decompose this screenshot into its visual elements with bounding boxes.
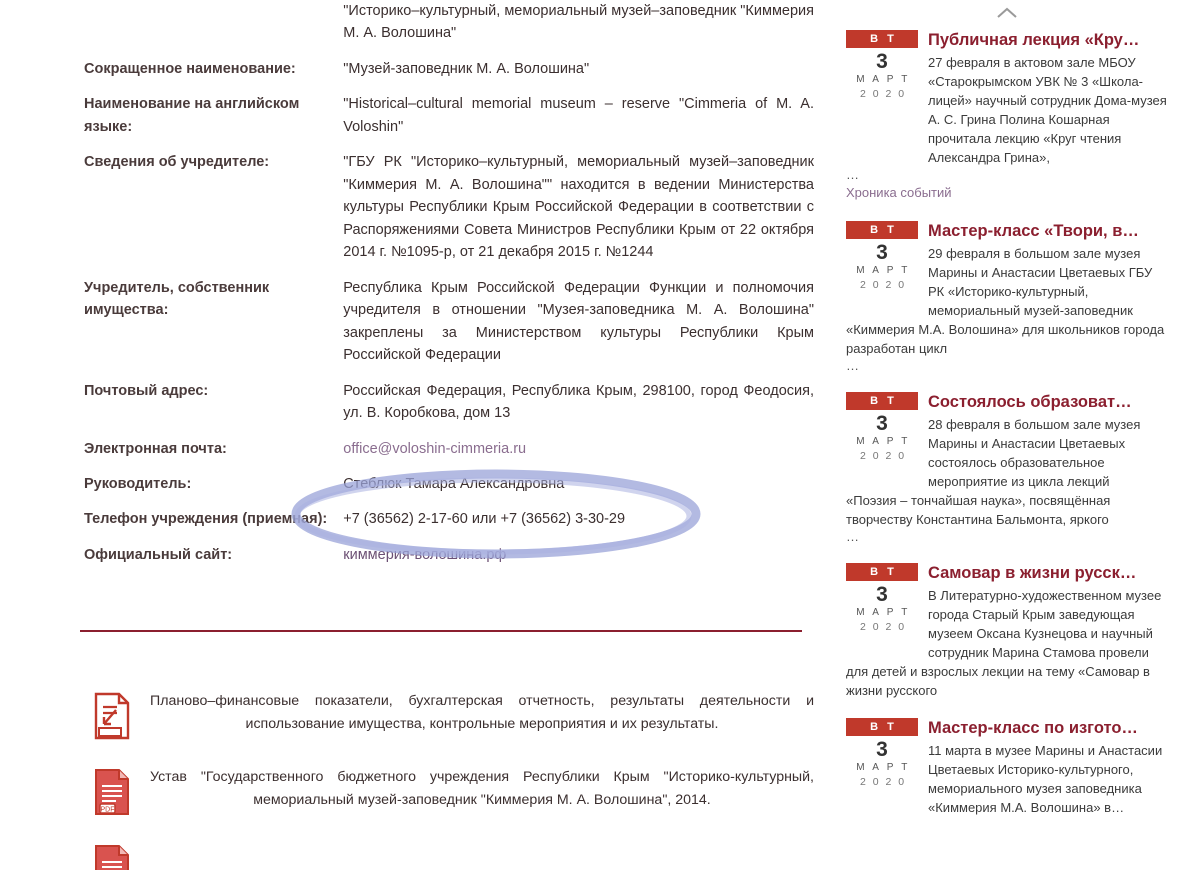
date-badge-weekday: В Т xyxy=(846,392,918,410)
info-value: "Историко–культурный, мемориальный музей–заповедник "Киммерия М. А. Волошина" xyxy=(343,3,814,42)
date-badge-day: 3 xyxy=(876,412,888,435)
news-title-link[interactable]: Мастер-класс по изгото… xyxy=(928,719,1138,737)
table-row xyxy=(0,470,832,505)
table-row xyxy=(0,435,832,470)
table-row xyxy=(0,505,832,540)
list-item[interactable] xyxy=(846,718,1168,817)
date-badge-weekday: В Т xyxy=(846,718,918,736)
date-badge-day: 3 xyxy=(876,50,888,73)
date-badge-year: 2 0 2 0 xyxy=(859,776,907,788)
info-label: Почтовый адрес: xyxy=(84,382,209,399)
document-description: Планово–финансовые показатели, бухгалтерская отчетность, результаты деятельности и использование имущества, контрольные мероприятия и их результаты. xyxy=(150,693,814,732)
news-text-block xyxy=(928,718,1168,817)
date-badge xyxy=(846,563,918,634)
news-category-link[interactable]: Хроника событий xyxy=(846,185,952,200)
date-badge-year: 2 0 2 0 xyxy=(859,621,907,633)
news-ellipsis: … xyxy=(846,358,859,373)
news-flex xyxy=(846,563,1168,662)
info-value-website xyxy=(343,541,832,576)
list-item[interactable] xyxy=(80,842,820,870)
table-row xyxy=(0,377,832,435)
doc-icon-cell xyxy=(80,842,144,870)
section-divider xyxy=(80,630,802,632)
info-value: Российская Федерация, Республика Крым, 298100, город Феодосия, ул. В. Коробкова, дом 13 xyxy=(343,382,814,422)
pdf-document-icon xyxy=(92,844,132,870)
table-row xyxy=(0,90,832,148)
news-excerpt: 29 февраля в большом зале музея Марины и Анастасии Цветаевых ГБУ РК «Историко-культурный, мемориальный музей-заповедник xyxy=(928,246,1153,318)
date-badge-month: М А Р Т xyxy=(856,74,910,85)
news-ellipsis: … xyxy=(846,529,859,544)
date-badge-day: 3 xyxy=(876,738,888,761)
info-label: Руководитель: xyxy=(84,475,192,492)
info-value: +7 (36562) 2-17-60 или +7 (36562) 3-30-29 xyxy=(343,511,626,528)
list-item[interactable] xyxy=(80,690,820,740)
pdf-document-icon xyxy=(92,768,132,816)
date-badge xyxy=(846,30,918,101)
list-item[interactable] xyxy=(846,30,1168,203)
news-title-link[interactable]: Мастер-класс «Твори, в… xyxy=(928,222,1139,240)
info-label: Электронная почта: xyxy=(84,440,227,457)
table-row xyxy=(0,148,832,273)
list-item[interactable] xyxy=(80,766,820,816)
date-badge-year: 2 0 2 0 xyxy=(859,279,907,291)
news-title-link[interactable]: Самовар в жизни русск… xyxy=(928,564,1137,582)
news-flex xyxy=(846,392,1168,491)
date-badge-weekday: В Т xyxy=(846,30,918,48)
organization-info-table xyxy=(0,0,832,576)
table-row xyxy=(0,274,832,377)
news-excerpt-continued: «Киммерия М.А. Волошина» для школьников города разработан цикл xyxy=(846,322,1165,356)
news-text-block xyxy=(928,221,1168,320)
info-value: "Музей-заповедник М. А. Волошина" xyxy=(343,60,590,77)
info-value: Стеблюк Тамара Александровна xyxy=(343,475,565,492)
svg-text:PDF: PDF xyxy=(100,806,115,814)
news-sidebar xyxy=(832,0,1186,870)
date-badge-weekday: В Т xyxy=(846,563,918,581)
date-badge-month: М А Р Т xyxy=(856,265,910,276)
info-value: Республика Крым Российской Федерации Функции и полномочия учредителя в отношении "Музея-заповедника М. А. Волошина" закреплены за Министерством культуры Республики Крым Российской Федерации xyxy=(343,279,814,364)
info-label: Наименование на английском языке: xyxy=(84,96,300,135)
info-value: "ГБУ РК "Историко–культурный, мемориальный музей–заповедник "Киммерия М. А. Волошина"" находится в ведении Министерства культуры Республики Крым Российской Федерации в соответствии с Распоряжениями Совета Министров Республики Крым от 22 октября 2014 г. №1095-р, от 21 декабря 2015 г. №1244 xyxy=(343,154,814,261)
info-label: Сокращенное наименование: xyxy=(84,60,296,77)
date-badge-month: М А Р Т xyxy=(856,762,910,773)
news-excerpt: В Литературно-художественном музее города Старый Крым заведующая музеем Оксана Кузнецова и научный сотрудник Марина Стамова провели xyxy=(928,588,1162,660)
news-flex xyxy=(846,30,1168,167)
doc-icon-cell xyxy=(80,690,144,740)
news-title-link[interactable]: Публичная лекция «Кру… xyxy=(928,31,1140,49)
date-badge-year: 2 0 2 0 xyxy=(859,88,907,100)
doc-icon-cell xyxy=(80,766,144,816)
list-item[interactable] xyxy=(846,563,1168,700)
date-badge-day: 3 xyxy=(876,241,888,264)
info-value-email xyxy=(343,435,832,470)
news-text-block xyxy=(928,563,1168,662)
table-row xyxy=(0,0,832,55)
news-text-block xyxy=(928,30,1168,167)
chevron-up-icon[interactable] xyxy=(846,0,1168,30)
date-badge-weekday: В Т xyxy=(846,221,918,239)
documents-list xyxy=(80,690,820,870)
news-title-link[interactable]: Состоялось образоват… xyxy=(928,393,1132,411)
news-excerpt: 27 февраля в актовом зале МБОУ «Старокрымском УВК № 3 «Школа-лицей» научный сотрудник Дома-музея А. С. Грина Полина Кошарная прочитала лекцию «Круг чтения Александра Грина», xyxy=(928,55,1167,165)
date-badge-month: М А Р Т xyxy=(856,607,910,618)
table-row xyxy=(0,55,832,90)
info-label: Сведения об учредителе: xyxy=(84,154,270,171)
info-value: "Historical–cultural memorial museum – reserve "Cimmeria of M. A. Voloshin" xyxy=(343,96,814,135)
news-excerpt-continued: для детей и взрослых лекции на тему «Самовар в жизни русского xyxy=(846,664,1150,698)
news-text-block xyxy=(928,392,1168,491)
document-description: Устав "Государственного бюджетного учреждения Республики Крым "Историко-культурный, мемориальный музей-заповедник "Киммерия М. А. Волошина", 2014. xyxy=(150,769,814,808)
website-link[interactable]: киммерия-волошина.рф xyxy=(343,546,507,563)
news-excerpt-continued: «Поэзия – тончайшая наука», посвящённая творчеству Константина Бальмонта, яркого xyxy=(846,493,1111,527)
info-label: Учредитель, собственник имущества: xyxy=(84,279,270,319)
date-badge-month: М А Р Т xyxy=(856,436,910,447)
info-label: Телефон учреждения (приемная): xyxy=(84,511,328,528)
date-badge xyxy=(846,718,918,789)
date-badge xyxy=(846,221,918,292)
list-item[interactable] xyxy=(846,392,1168,545)
news-flex xyxy=(846,718,1168,817)
table-row xyxy=(0,541,832,576)
news-excerpt: 28 февраля в большом зале музея Марины и Анастасии Цветаевых состоялось образовательное мероприятие из цикла лекций xyxy=(928,417,1141,489)
word-document-icon xyxy=(92,692,132,740)
email-link[interactable]: office@voloshin-cimmeria.ru xyxy=(343,440,527,457)
news-flex xyxy=(846,221,1168,320)
info-label: Официальный сайт: xyxy=(84,546,233,563)
date-badge-year: 2 0 2 0 xyxy=(859,450,907,462)
list-item[interactable] xyxy=(846,221,1168,374)
info-label xyxy=(0,0,343,55)
news-ellipsis: … xyxy=(846,167,859,182)
date-badge-day: 3 xyxy=(876,583,888,606)
news-excerpt: 11 марта в музее Марины и Анастасии Цветаевых Историко-культурного, мемориального музея заповедника «Киммерия М.А. Волошина» в… xyxy=(928,743,1163,815)
date-badge xyxy=(846,392,918,463)
